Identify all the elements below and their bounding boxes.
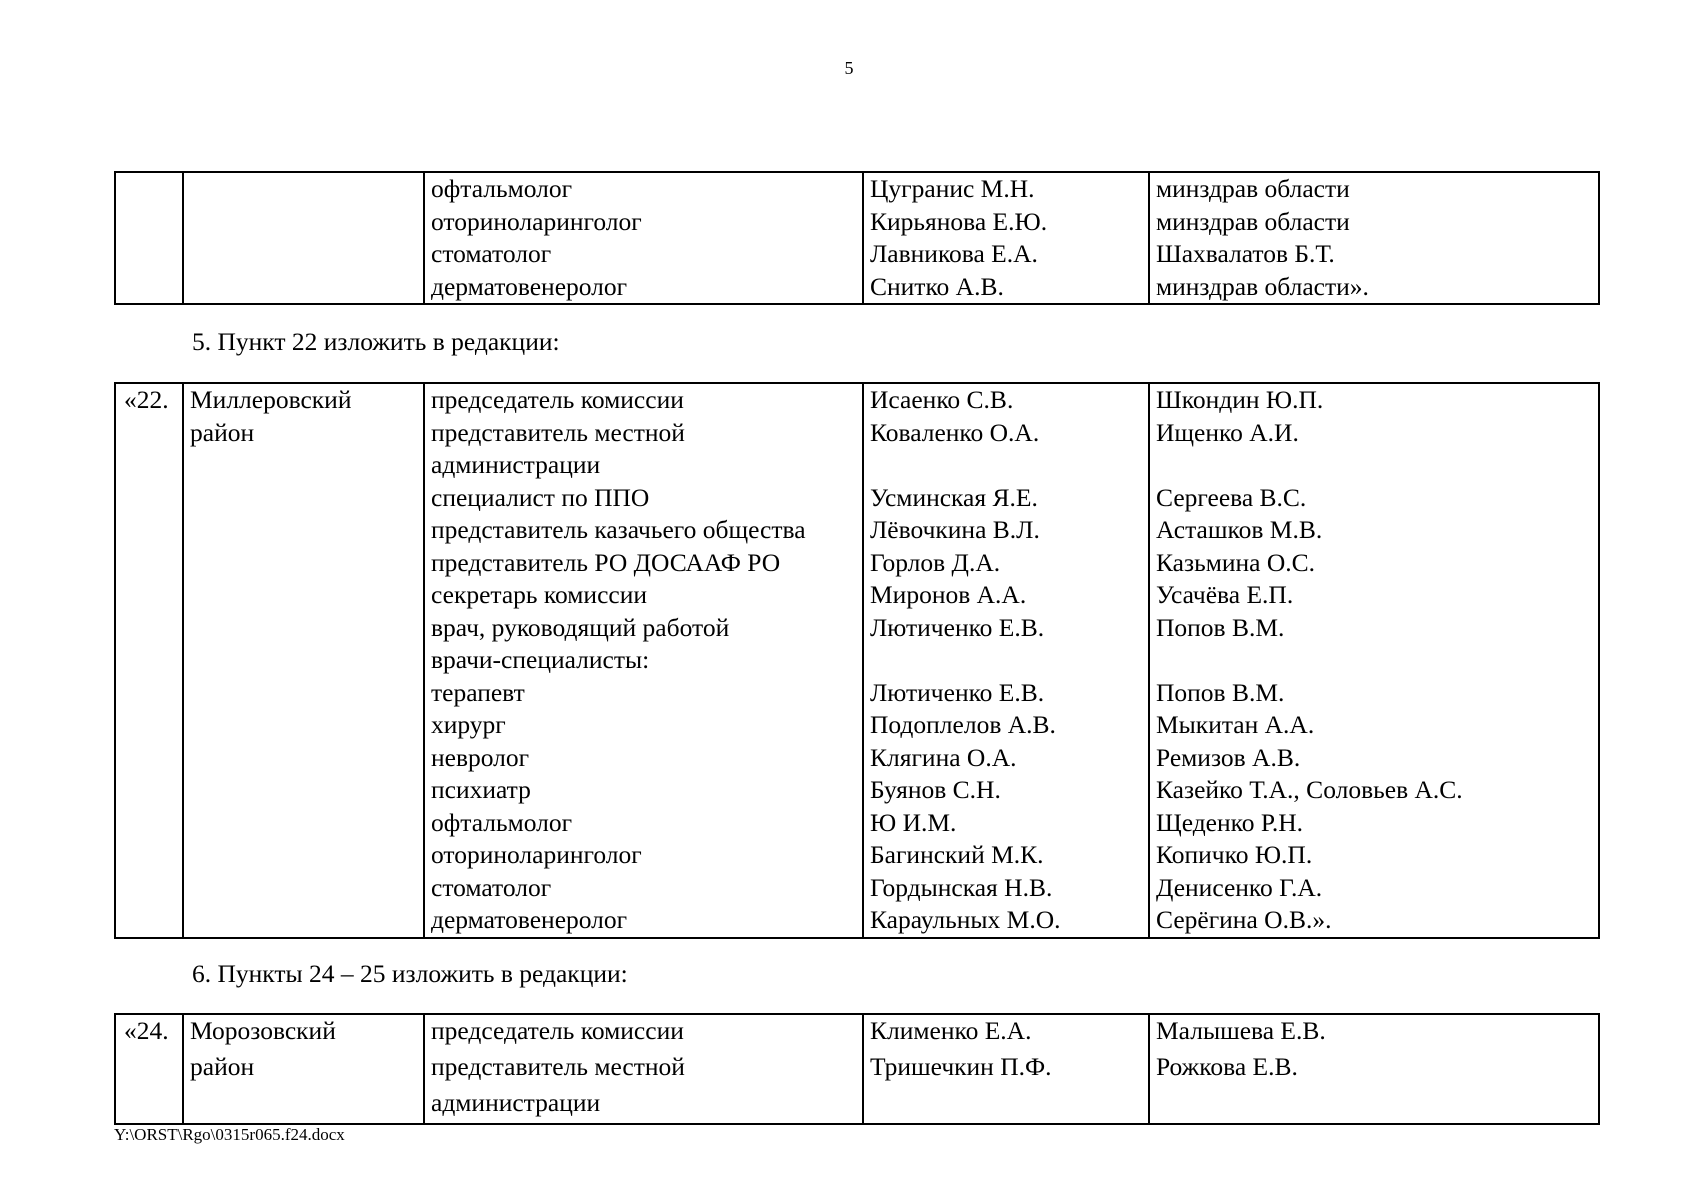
role-text: психиатр [431, 775, 531, 804]
role-text: председатель комиссии [431, 1016, 684, 1045]
reserve-member-name: Сергеева В.С. [1156, 482, 1307, 512]
main-member-name: Миронов А.А. [870, 580, 1027, 609]
reserve-member-name: минздрав области». [1156, 271, 1369, 301]
paragraph-item-6: 6. Пункты 24 – 25 изложить в редакции: [192, 959, 628, 988]
main-member-name: Подоплелов А.В. [870, 710, 1056, 739]
reserve-member-name [1156, 1087, 1598, 1123]
role-text: врачи-специалисты: [431, 645, 650, 674]
commission-table-item-22 [114, 382, 1600, 939]
reserve-member-name: Рожкова Е.В. [1156, 1052, 1298, 1081]
role-text: администрации [431, 450, 601, 479]
reserve-member-name: Мыкитан А.А. [1156, 710, 1315, 739]
main-member-name: Кирьянова Е.Ю. [870, 206, 1048, 236]
table-row [115, 1014, 1599, 1124]
role-text: хирург [431, 710, 506, 739]
district-name: район [190, 417, 255, 447]
main-member-name: Клягина О.А. [870, 742, 1017, 772]
commission-table-item-24 [114, 1013, 1600, 1125]
role-text: стоматолог [431, 872, 552, 902]
main-member-name: Усминская Я.Е. [870, 482, 1038, 512]
reserve-member-name [1156, 449, 1598, 482]
main-member-name: Тришечкин П.Ф. [870, 1052, 1052, 1081]
main-member-name: Горлов Д.А. [870, 547, 1001, 577]
paragraph-item-5: 5. Пункт 22 изложить в редакции: [192, 327, 560, 356]
number-cell: «22. [115, 383, 183, 938]
role-text: терапевт [431, 677, 525, 707]
reserve-member-name: минздрав области [1156, 174, 1350, 203]
roles-cell [424, 172, 863, 304]
reserve-member-name: Ремизов А.В. [1156, 742, 1301, 772]
role-text: администрации [431, 1088, 601, 1117]
main-member-name [870, 644, 1148, 677]
reserve-members-cell [1149, 1014, 1599, 1124]
reserve-member-name: Шкондин Ю.П. [1156, 385, 1324, 414]
page-number: 5 [844, 58, 854, 78]
reserve-member-name: Усачёва Е.П. [1156, 580, 1294, 609]
district-name: район [190, 1052, 255, 1081]
file-path-footer: Y:\ORST\Rgo\0315r065.f24.docx [114, 1125, 345, 1144]
reserve-member-name: минздрав области [1156, 206, 1350, 236]
role-text: представитель местной [431, 1052, 685, 1081]
main-member-name: Снитко А.В. [870, 271, 1004, 301]
district-cell [183, 383, 424, 938]
role-text: представитель местной [431, 417, 685, 447]
role-text: оториноларинголог [431, 206, 642, 236]
main-members-cell [863, 1014, 1149, 1124]
role-text: врач, руководящий работой [431, 612, 730, 642]
reserve-member-name: Попов В.М. [1156, 612, 1285, 642]
main-member-name: Клименко Е.А. [870, 1016, 1032, 1045]
role-text: офтальмолог [431, 174, 573, 203]
reserve-member-name: Казейко Т.А., Соловьев А.С. [1156, 775, 1463, 804]
main-member-name: Караульных М.О. [870, 905, 1061, 934]
role-text: невролог [431, 742, 530, 772]
reserve-member-name: Казьмина О.С. [1156, 547, 1315, 577]
main-member-name: Гордынская Н.В. [870, 872, 1053, 902]
reserve-member-name: Шахвалатов Б.Т. [1156, 239, 1335, 268]
reserve-member-name: Малышева Е.В. [1156, 1016, 1326, 1045]
main-member-name: Исаенко С.В. [870, 385, 1014, 414]
main-member-name: Цугранис М.Н. [870, 174, 1035, 203]
number-cell [115, 172, 183, 304]
role-text: специалист по ППО [431, 482, 650, 512]
reserve-member-name: Копичко Ю.П. [1156, 840, 1313, 869]
main-member-name: Коваленко О.А. [870, 417, 1040, 447]
reserve-member-name: Серёгина О.В.». [1156, 905, 1332, 934]
main-member-name: Лютиченко Е.В. [870, 677, 1045, 707]
role-text: оториноларинголог [431, 840, 642, 869]
role-text: дерматовенеролог [431, 271, 628, 301]
role-text: представитель казачьего общества [431, 515, 806, 544]
reserve-member-name: Щеденко Р.Н. [1156, 807, 1304, 837]
table-row [115, 172, 1599, 304]
district-cell [183, 172, 424, 304]
main-member-name: Лавникова Е.А. [870, 239, 1038, 268]
number-cell: «24. [115, 1014, 183, 1124]
reserve-member-name [1156, 644, 1598, 677]
reserve-member-name: Попов В.М. [1156, 677, 1285, 707]
reserve-members-cell [1149, 172, 1599, 304]
main-member-name: Буянов С.Н. [870, 775, 1001, 804]
role-text: офтальмолог [431, 807, 573, 837]
main-member-name: Лёвочкина В.Л. [870, 515, 1040, 544]
role-text: стоматолог [431, 239, 552, 268]
reserve-member-name: Ищенко А.И. [1156, 417, 1299, 447]
main-member-name [870, 1087, 1148, 1123]
role-text: секретарь комиссии [431, 580, 648, 609]
main-member-name: Ю И.М. [870, 807, 957, 837]
reserve-member-name: Асташков М.В. [1156, 515, 1323, 544]
main-members-cell [863, 383, 1149, 938]
role-text: представитель РО ДОСААФ РО [431, 547, 781, 577]
main-member-name: Багинский М.К. [870, 840, 1044, 869]
roles-cell [424, 1014, 863, 1124]
main-member-name: Лютиченко Е.В. [870, 612, 1045, 642]
role-text: председатель комиссии [431, 385, 684, 414]
role-text: дерматовенеролог [431, 905, 628, 934]
main-member-name [870, 449, 1148, 482]
district-name: Миллеровский [190, 385, 352, 414]
reserve-members-cell [1149, 383, 1599, 938]
table-row [115, 383, 1599, 938]
commission-table-continuation [114, 171, 1600, 305]
roles-cell [424, 383, 863, 938]
main-members-cell [863, 172, 1149, 304]
district-cell [183, 1014, 424, 1124]
district-name: Морозовский [190, 1016, 336, 1045]
reserve-member-name: Денисенко Г.А. [1156, 872, 1323, 902]
